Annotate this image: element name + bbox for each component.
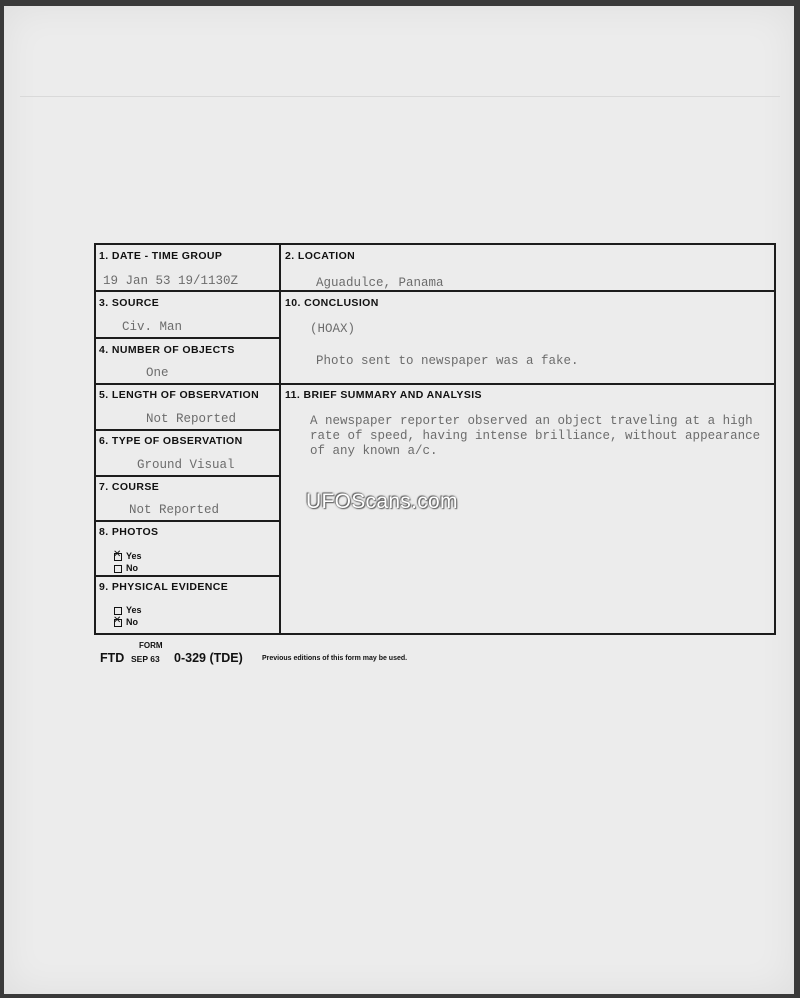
row-divider <box>95 383 280 385</box>
row-divider <box>95 520 280 522</box>
physical-evidence-label: 9. PHYSICAL EVIDENCE <box>99 581 229 593</box>
source-label: 3. SOURCE <box>99 297 160 309</box>
photos-no-checkbox[interactable] <box>114 565 122 573</box>
source-value: Civ. Man <box>122 320 183 334</box>
date-time-value: 19 Jan 53 19/1130Z <box>103 274 239 288</box>
summary-label: 11. BRIEF SUMMARY AND ANALYSIS <box>285 389 482 401</box>
photos-no-option[interactable] <box>114 563 138 573</box>
number-of-objects-label: 4. NUMBER OF OBJECTS <box>99 344 235 356</box>
evidence-no-option[interactable] <box>114 617 138 627</box>
evidence-yes-option[interactable] <box>114 605 142 615</box>
photos-yes-checkbox[interactable] <box>114 553 122 561</box>
row-divider <box>95 575 280 577</box>
length-of-observation-label: 5. LENGTH OF OBSERVATION <box>99 389 260 401</box>
conclusion-detail: Photo sent to newspaper was a fake. <box>316 354 579 368</box>
row-divider <box>280 290 775 292</box>
row-divider <box>95 475 280 477</box>
scan-line <box>20 96 780 97</box>
row-divider <box>95 429 280 431</box>
footer-note: Previous editions of this form may be used. <box>262 655 408 662</box>
conclusion-label: 10. CONCLUSION <box>285 297 379 309</box>
watermark: UFOScans.com <box>306 490 458 513</box>
photos-no-label: No <box>126 563 138 573</box>
footer-ftd: FTD <box>100 651 125 665</box>
number-of-objects-value: One <box>146 366 169 380</box>
type-of-observation-value: Ground Visual <box>137 458 235 472</box>
photos-yes-label: Yes <box>126 551 142 561</box>
footer-form-number: 0-329 (TDE) <box>174 651 243 665</box>
course-value: Not Reported <box>129 503 220 517</box>
evidence-yes-label: Yes <box>126 605 142 615</box>
row-divider <box>95 290 280 292</box>
photos-label: 8. PHOTOS <box>99 526 159 538</box>
evidence-no-label: No <box>126 617 138 627</box>
evidence-yes-checkbox[interactable] <box>114 607 122 615</box>
date-time-label: 1. DATE - TIME GROUP <box>99 250 223 262</box>
location-value: Aguadulce, Panama <box>316 276 444 290</box>
footer-form-word: FORM <box>139 641 163 650</box>
evidence-no-checkbox[interactable] <box>114 619 122 627</box>
length-of-observation-value: Not Reported <box>146 412 237 426</box>
location-label: 2. LOCATION <box>285 250 356 262</box>
row-divider <box>280 383 775 385</box>
summary-text: A newspaper reporter observed an object traveling at a high rate of speed, having intense brilliance, without appearance of any known a/c. <box>310 414 761 458</box>
row-divider <box>95 337 280 339</box>
course-label: 7. COURSE <box>99 481 160 493</box>
footer-date: SEP 63 <box>131 654 160 664</box>
photos-yes-option[interactable] <box>114 551 142 561</box>
type-of-observation-label: 6. TYPE OF OBSERVATION <box>99 435 243 447</box>
conclusion-value: (HOAX) <box>310 322 356 336</box>
